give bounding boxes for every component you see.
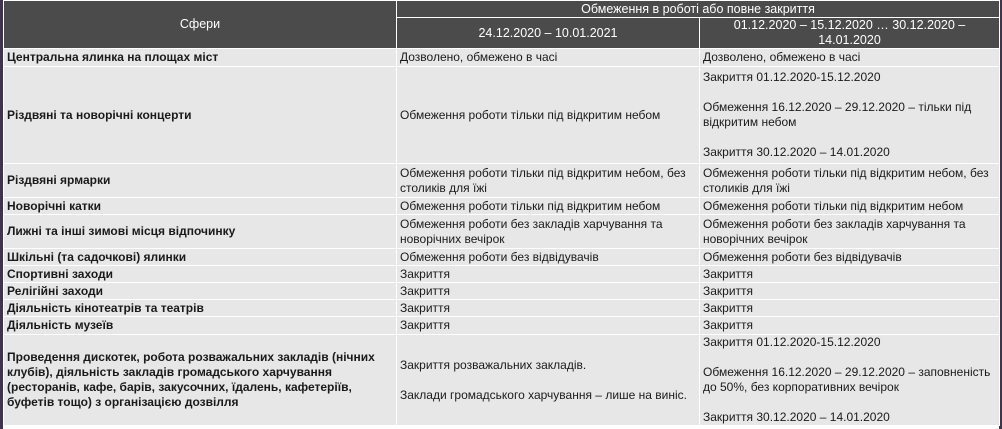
period-1-cell: Закриття (397, 300, 700, 317)
period-2-cell: Обмеження роботи без відвідувачів (700, 249, 1000, 266)
table-row (4, 283, 1000, 300)
period-1-cell: Обмеження роботи тільки під відкритим небом (397, 198, 700, 215)
period-1-cell: Закриття (397, 283, 700, 300)
period-2-cell (700, 335, 1000, 426)
table-row (4, 317, 1000, 335)
header-restrictions: Обмеження в роботі або повне закриття (397, 1, 1000, 18)
sphere-cell: Спортивні заходи (4, 266, 397, 283)
period-1-line: Закриття розважальних закладів. (400, 357, 587, 372)
table-row (4, 215, 1000, 249)
sphere-cell: Діяльність кінотеатрів та театрів (4, 300, 397, 317)
period-2-cell: Закриття (700, 266, 1000, 283)
header-period-1: 24.12.2020 – 10.01.2021 (397, 18, 700, 49)
period-1-cell: Обмеження роботи тільки під відкритим небом, без столиків для їжі (397, 164, 700, 198)
sphere-cell: Різдвяні та новорічні концерти (4, 67, 397, 164)
period-2-cell: Обмеження роботи без закладів харчування та новорічних вечірок (700, 215, 1000, 249)
period-1-cell (397, 335, 700, 426)
restrictions-table (3, 0, 1000, 426)
period-2-line: Закриття 30.12.2020 – 14.01.2020 (703, 145, 890, 159)
period-2-line: Закриття 01.12.2020-15.12.2020 (703, 335, 881, 349)
period-1-cell: Обмеження роботи без закладів харчування та новорічних вечірок (397, 215, 700, 249)
table-row (4, 198, 1000, 215)
header-spheres: Сфери (4, 1, 397, 49)
period-2-cell: Закриття (700, 283, 1000, 300)
table-row (4, 67, 1000, 164)
sphere-cell: Центральна ялинка на площах міст (4, 49, 397, 67)
sphere-cell: Шкільні (та садочкові) ялинки (4, 249, 397, 266)
period-2-line: Закриття 30.12.2020 – 14.01.2020 (703, 410, 890, 424)
period-1-cell: Обмеження роботи без відвідувачів (397, 249, 700, 266)
sphere-cell: Релігійні заходи (4, 283, 397, 300)
table-row (4, 300, 1000, 317)
period-1-cell: Обмеження роботи тільки під відкритим небом (397, 67, 700, 164)
period-2-cell: Обмеження роботи тільки під відкритим небом (700, 198, 1000, 215)
sphere-cell: Лижні та інші зимові місця відпочинку (4, 215, 397, 249)
period-2-cell (700, 67, 1000, 164)
period-2-cell: Закриття (700, 317, 1000, 335)
period-2-line: Обмеження 16.12.2020 – 29.12.2020 – заповненість до 50%, без корпоративних вечірок (703, 365, 991, 394)
header-period-2: 01.12.2020 – 15.12.2020 … 30.12.2020 – 14.01.2020 (700, 18, 1000, 49)
sphere-cell: Новорічні катки (4, 198, 397, 215)
period-1-cell: Закриття (397, 266, 700, 283)
period-2-cell: Обмеження роботи тільки під відкритим небом, без столиків для їжі (700, 164, 1000, 198)
table-row (4, 249, 1000, 266)
table-row (4, 164, 1000, 198)
table-row (4, 335, 1000, 426)
table-row (4, 266, 1000, 283)
period-1-cell: Дозволено, обмежено в часі (397, 49, 700, 67)
period-1-cell: Закриття (397, 317, 700, 335)
sphere-cell: Різдвяні ярмарки (4, 164, 397, 198)
sphere-cell: Проведення дискотек, робота розважальних закладів (нічних клубів), діяльність закладів громадського харчування (ресторанів, кафе, барів, закусочних, їдалень, кафетеріїв, буфетів тощо) з організацією дозвілля (4, 335, 397, 426)
period-1-line: Заклади громадського харчування – лише на виніс. (400, 387, 687, 402)
period-2-line: Закриття 01.12.2020-15.12.2020 (703, 70, 881, 84)
sphere-cell: Діяльність музеїв (4, 317, 397, 335)
table-row (4, 49, 1000, 67)
period-2-cell: Дозволено, обмежено в часі (700, 49, 1000, 67)
period-2-line: Обмеження 16.12.2020 – 29.12.2020 – тільки під відкритим небом (703, 100, 972, 129)
period-2-cell: Закриття (700, 300, 1000, 317)
